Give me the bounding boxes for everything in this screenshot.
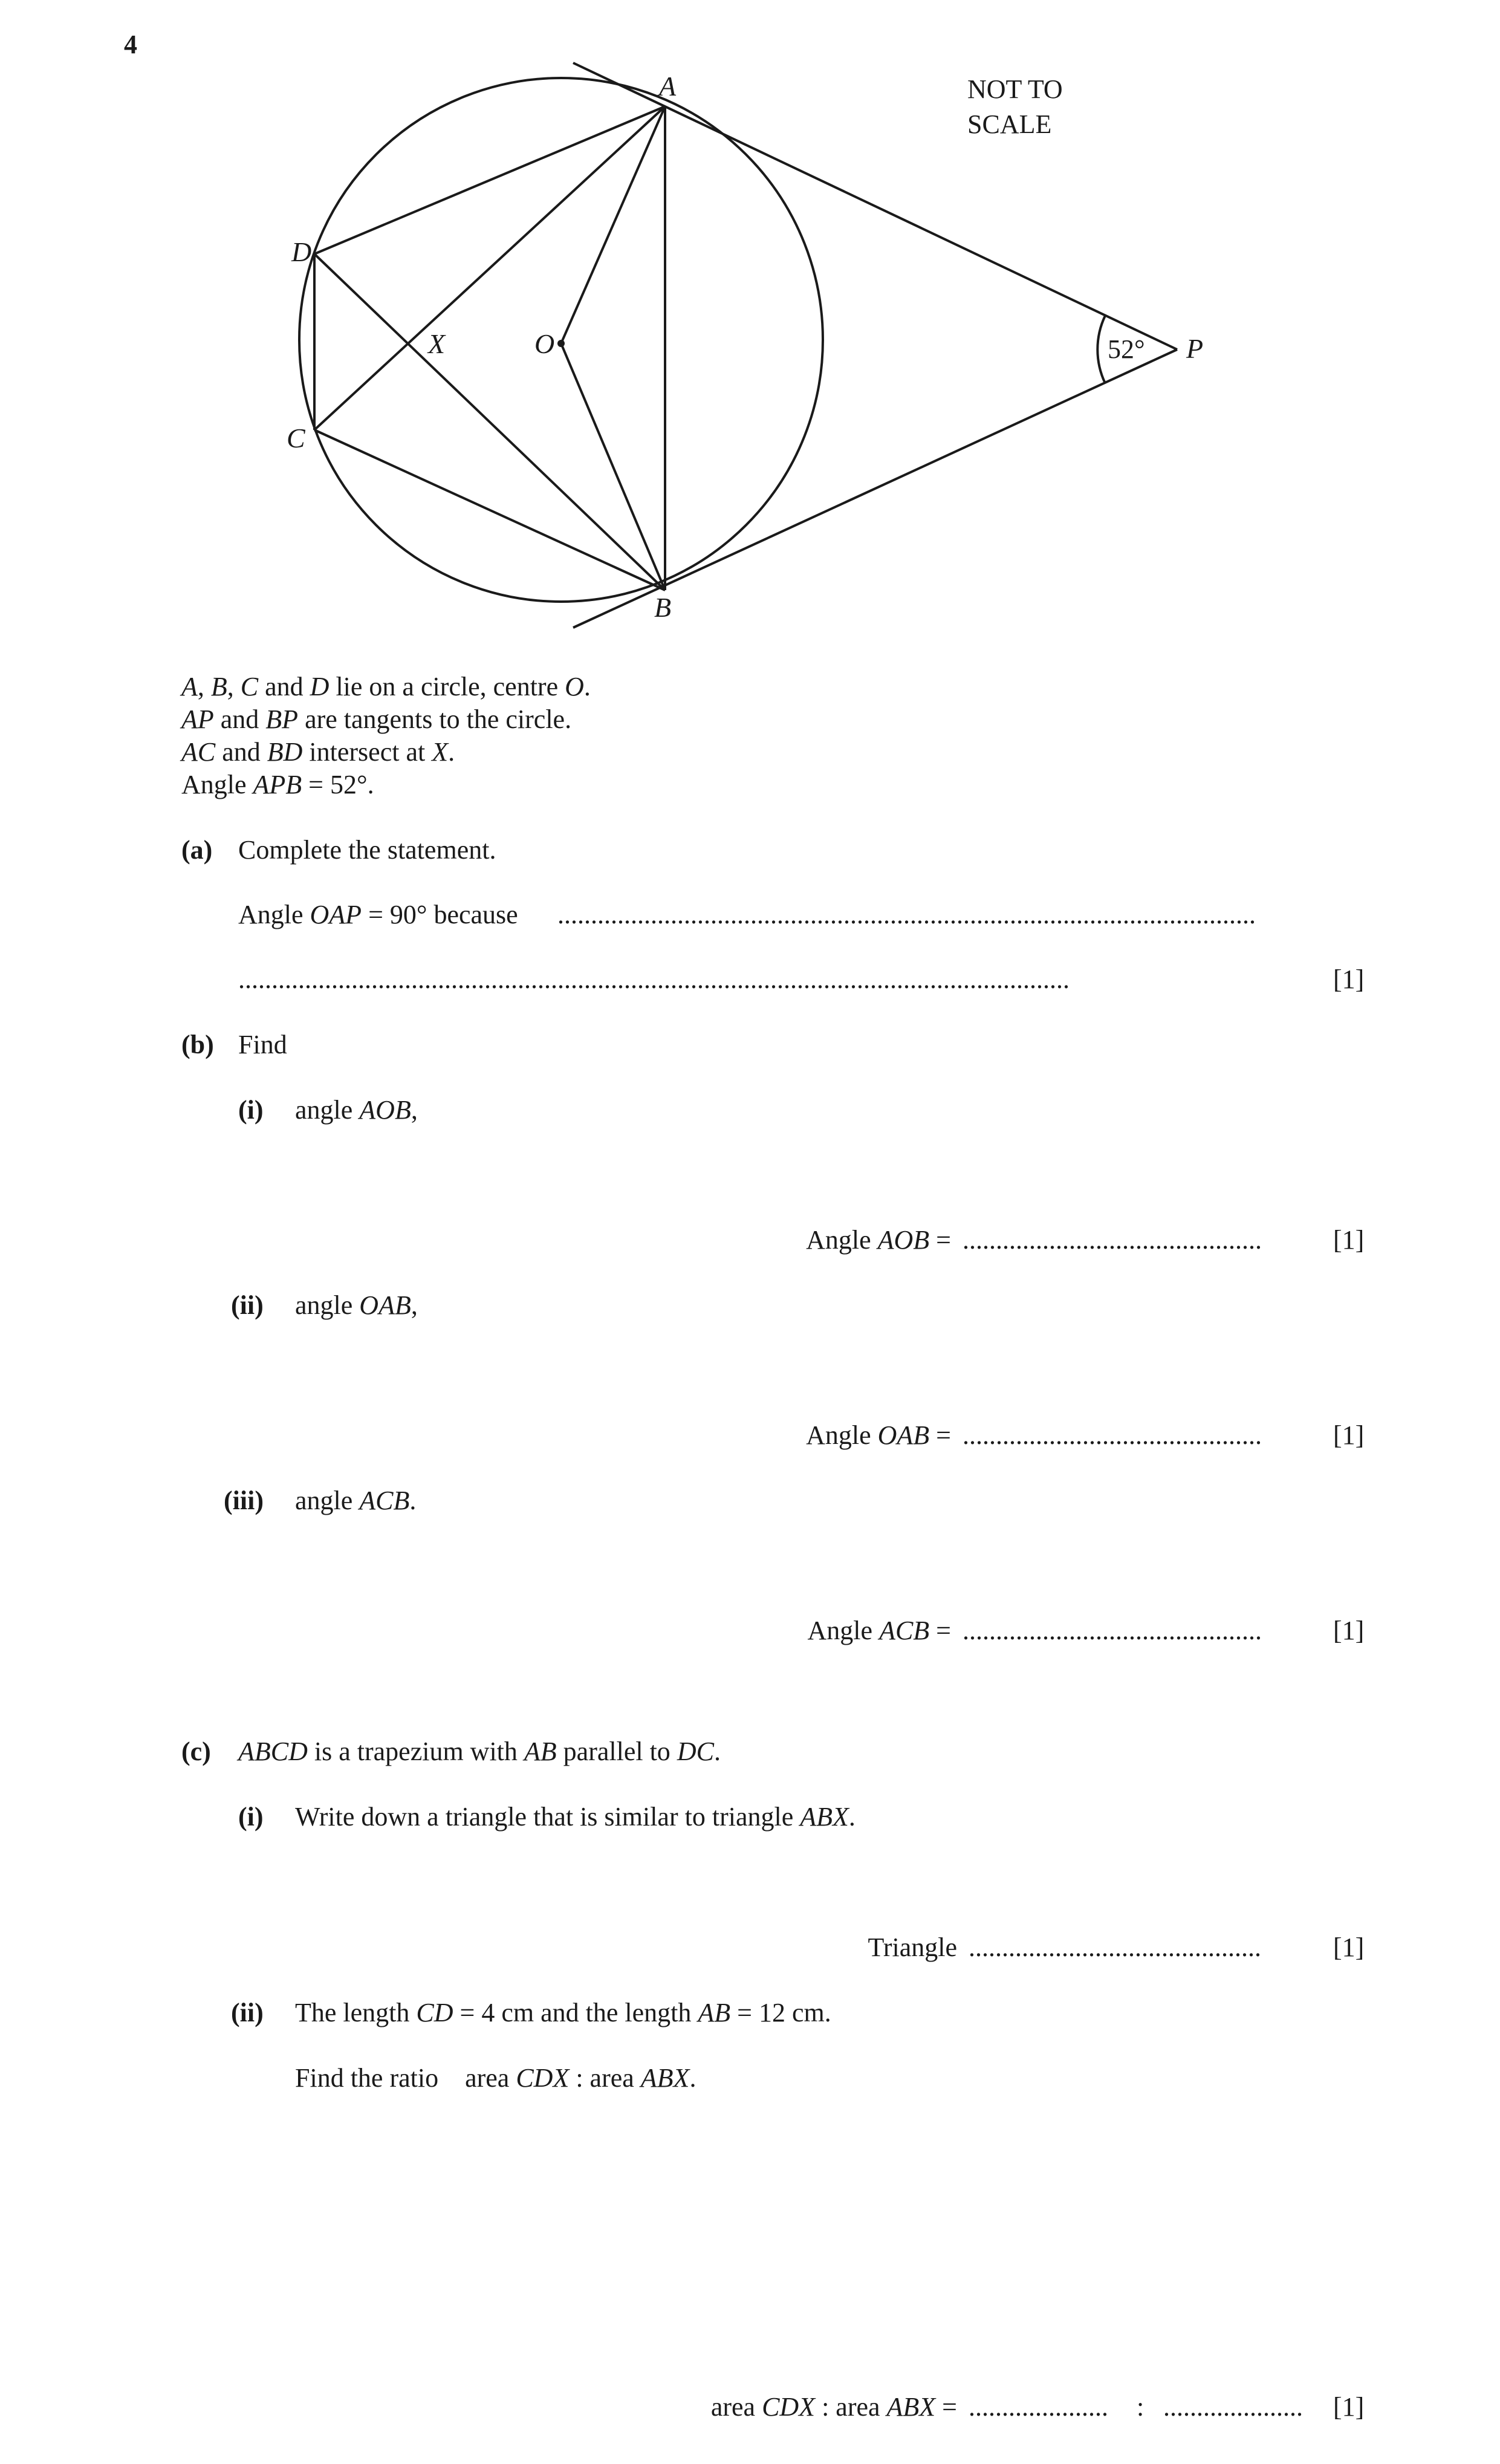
part-b-ii-answer-field[interactable]: .............................................: [963, 1420, 1262, 1450]
part-c-ii-answer-field-2[interactable]: .....................: [1163, 2392, 1303, 2422]
chord-ac: [314, 106, 665, 430]
part-b-ii-answer-label: Angle OAB =: [806, 1420, 951, 1450]
part-b-iii-answer-field[interactable]: .............................................: [963, 1616, 1262, 1645]
intro-line-3: AC and BD intersect at X.: [181, 737, 455, 767]
part-b-iii-question: angle ACB.: [295, 1486, 417, 1515]
part-a-instruction: Complete the statement.: [238, 835, 496, 865]
part-a-statement: Angle OAP = 90° because: [238, 900, 518, 929]
part-c-i-answer-label: Triangle: [868, 1933, 957, 1962]
label-b: B: [654, 592, 672, 623]
part-c-i-question: Write down a triangle that is similar to triangle ABX.: [295, 1802, 856, 1832]
part-c-statement: ABCD is a trapezium with AB parallel to DC.: [238, 1737, 721, 1766]
part-b-i-label: (i): [238, 1095, 264, 1125]
part-c-ii-find: Find the ratio area CDX : area ABX.: [295, 2063, 696, 2093]
angle-arc-p: [1097, 316, 1105, 383]
part-b-iii-marks: [1]: [1333, 1616, 1365, 1645]
part-b-i-marks: [1]: [1333, 1225, 1365, 1255]
label-x: X: [428, 328, 446, 359]
not-to-scale-line2: SCALE: [967, 109, 1052, 139]
not-to-scale-line1: NOT TO: [967, 74, 1063, 104]
part-b-iii-label: (iii): [224, 1486, 264, 1515]
part-c-ii-marks: [1]: [1333, 2392, 1365, 2422]
part-b-i-answer-label: Angle AOB =: [806, 1225, 951, 1255]
part-b-ii-label: (ii): [231, 1290, 264, 1320]
part-c-ii-label: (ii): [231, 1998, 264, 2027]
intro-line-2: AP and BP are tangents to the circle.: [181, 704, 572, 734]
part-b-iii-answer-label: Angle ACB =: [807, 1616, 951, 1645]
page-number: 4: [124, 30, 137, 59]
chord-ad: [314, 106, 665, 254]
part-b-ii-question: angle OAB,: [295, 1290, 418, 1320]
part-b-i-question: angle AOB,: [295, 1095, 418, 1125]
part-a-marks: [1]: [1333, 964, 1365, 994]
part-b-ii-marks: [1]: [1333, 1420, 1365, 1450]
label-d: D: [291, 236, 312, 267]
part-c-i-answer-field[interactable]: ............................................: [969, 1933, 1261, 1962]
part-b-instruction: Find: [238, 1030, 287, 1059]
part-c-ii-answer-field-1[interactable]: .....................: [969, 2392, 1108, 2422]
part-b-i-answer-field[interactable]: .............................................: [963, 1225, 1262, 1255]
label-a: A: [659, 71, 677, 102]
chord-cb: [314, 430, 665, 590]
label-c: C: [287, 423, 305, 453]
part-c-ii-question: The length CD = 4 cm and the length AB = 12 cm.: [295, 1998, 831, 2027]
part-c-ii-answer-label: area CDX : area ABX =: [710, 2392, 957, 2422]
radius-ob: [561, 343, 665, 590]
intro-line-1: A, B, C and D lie on a circle, centre O.: [181, 672, 591, 701]
centre-point: [557, 340, 565, 347]
part-c-i-label: (i): [238, 1802, 264, 1832]
intro-line-4: Angle APB = 52°.: [181, 770, 374, 799]
circle-tangent-diagram: [0, 0, 1500, 641]
part-b-label: (b): [181, 1030, 214, 1059]
part-c-label: (c): [181, 1737, 211, 1766]
part-a-answer-line-1[interactable]: .........................................................................................................: [557, 900, 1256, 929]
angle-label: 52°: [1108, 334, 1145, 364]
radius-oa: [561, 106, 665, 343]
part-c-ii-ratio-separator: :: [1137, 2392, 1144, 2422]
part-c-i-marks: [1]: [1333, 1933, 1365, 1962]
part-a-answer-line-2[interactable]: .............................................................................................................................: [238, 964, 1070, 994]
chord-bd: [314, 254, 665, 590]
label-o: O: [534, 328, 555, 359]
part-a-label: (a): [181, 835, 213, 865]
label-p: P: [1186, 333, 1204, 364]
